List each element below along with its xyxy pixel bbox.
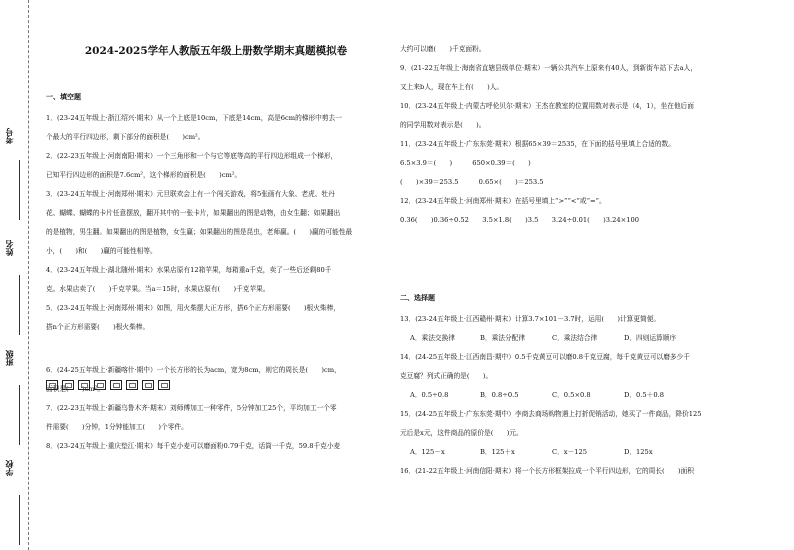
option-b[interactable]: B．125＋x (480, 448, 515, 456)
matchstick-squares-figure (46, 380, 171, 392)
option-b[interactable]: B．乘法分配律 (480, 334, 526, 342)
school-label: 学校 (5, 460, 14, 476)
square-shape (126, 380, 138, 390)
answer-options (400, 333, 750, 343)
question-line: 又上来b人，现在车上有( )人。 (400, 83, 504, 91)
square-shape (78, 380, 90, 390)
question-line: 4．(23-24五年级上·湖北随州·期末）水果店原有12箱苹果，每箱重a千克，卖了一些后还剩80千 (46, 266, 332, 274)
option-a[interactable]: A．0.5÷0.8 (410, 391, 449, 399)
question-line: 克豆腐？列式正确的是( )。 (400, 372, 493, 380)
question-line: 小，( )和( )赢的可能性相等。 (46, 247, 157, 255)
question-line: 7．(22-23五年级上·新疆乌鲁木齐·期末）刘师傅加工一种零件，5分钟加工25个，平均加工一个零 (46, 404, 337, 412)
question-line: 搭n个正方形需要( )根火柴棒。 (46, 323, 150, 331)
square-shape (46, 380, 58, 390)
question-line: 克。水果店卖了( )千克苹果。当a＝15时，水果店原有( )千克苹果。 (46, 285, 270, 293)
question-list-right (400, 44, 750, 234)
question-line: 13．(23-24五年级上·江西赣州·期末）计算3.7×101－3.7时，运用( )计算更简便。 (400, 315, 661, 323)
exam-number-line (19, 160, 20, 220)
question-line: 元后是x元，这件商品的原价是( )元。 (400, 429, 523, 437)
question-line: 8．(23-24五年级上·重庆垫江·期末）每千克小麦可以磨面粉0.79千克，话筒一千克，59.8千克小麦 (46, 442, 341, 450)
question-line: 9．(21-22五年级上·海南省直辖县级单位·期末）一辆公共汽车上原来有40人，到新街车站下去a人， (400, 64, 698, 72)
paper-title: 2024-2025学年人教版五年级上册数学期末真题模拟卷 (84, 45, 348, 57)
class-line (19, 385, 20, 445)
section-choice-heading: 二、选择题 (400, 293, 435, 302)
option-d[interactable]: D．0.5＋0.8 (624, 391, 665, 399)
binding-sidebar (0, 0, 30, 550)
question-line: 6．(24-25五年级上·新疆喀什·期中）一个长方形的长为acm，宽为8cm，则它的周长是( )cm， (46, 366, 341, 374)
question-line: 12．(23-24五年级上·河南郑州·期末）在括号里填上“>”“<”或“=”。 (400, 197, 606, 205)
question-line: 大约可以磨( )千克面粉。 (400, 45, 486, 53)
answer-options (400, 390, 750, 400)
option-c[interactable]: C．0.5×0.8 (552, 391, 591, 399)
question-line: 6.5×3.9＝( ) 650×0.39＝( ) (400, 159, 531, 167)
question-line: 1．(23-24五年级上·浙江绍兴·期末）从一个上底是10cm，下底是14cm，高是6cm的梯形中剪去一 (46, 114, 342, 122)
question-line: 3．(23-24五年级上·河南郑州·期末）元旦联欢会上有一个闯关游戏，将5张画有大象、老虎、牡丹 (46, 190, 335, 198)
question-line: 个最大的平行四边形，剩下部分的面积是( )cm²。 (46, 133, 205, 141)
section-fill-blank-heading: 一、填空题 (46, 92, 81, 101)
question-line: 的同学用数对表示是( )。 (400, 121, 486, 129)
question-line: 15．(24-25五年级上·广东东莞·期中）李商去商场购物遇上打折促销活动，她买了一件商品，降价125 (400, 410, 702, 418)
question-line: 14．(24-25五年级上·江西南昌·期中）0.5千克黄豆可以磨0.8千克豆腐，每千克黄豆可以磨多少千 (400, 353, 690, 361)
question-line: 面积是( )cm²。 (46, 385, 105, 393)
question-line: ( )×39＝253.5 0.65×( )＝253.5 (400, 178, 544, 186)
question-line: 已知平行四边形的面积是7.6cm²，这个梯形的面积是( )cm²。 (46, 171, 242, 179)
option-b[interactable]: B．0.8÷0.5 (480, 391, 519, 399)
question-line: 5．(23-24五年级上·河南郑州·期末）如图，用火柴摆大正方形，搭6个正方形需要( )根火柴棒， (46, 304, 340, 312)
name-label: 姓名 (5, 240, 14, 256)
question-line: 的是植物，男生翻。如果翻出的图是植物，女生赢；如果翻出的图是昆虫，老师赢。( )赢的可能性最 (46, 228, 353, 236)
class-label: 班级 (5, 350, 14, 366)
option-c[interactable]: C．乘法结合律 (552, 334, 598, 342)
question-line: 2．(22-23五年级上·河南南阳·期末）一个三角形和一个与它等底等高的平行四边形组成一个梯形， (46, 152, 338, 160)
question-line: 0.36( )0.36÷0.52 3.5×1.8( )3.5 3.24÷0.01( )3.24×100 (400, 216, 639, 224)
option-a[interactable]: A．125－x (410, 448, 445, 456)
question-line: 11．(23-24五年级上·广东东莞·期末）根据65×39＝2535，在下面的括号里填上合适的数。 (400, 140, 675, 148)
question-line: 件需要( )分钟，1分钟能加工( )个零件。 (46, 423, 188, 431)
name-line (19, 275, 20, 335)
cut-dashed-line (28, 0, 29, 550)
question-line: 花、蝴蝶、蝴蝶的卡片任意摆放，翻开其中的一张卡片，如果翻出的图是动物，由女生翻；如果翻出 (46, 209, 341, 217)
square-shape (142, 380, 154, 390)
square-shape (158, 380, 170, 390)
option-a[interactable]: A．乘法交换律 (410, 334, 455, 342)
school-line (19, 495, 20, 545)
question-line: 10．(23-24五年级上·内蒙古呼伦贝尔·期末）王杰在教室的位置用数对表示是（4，1），坐在他后面 (400, 102, 694, 110)
square-shape (62, 380, 74, 390)
choice-questions (400, 314, 750, 485)
square-shape (94, 380, 106, 390)
option-d[interactable]: D．125x (624, 448, 653, 456)
exam-number-label: 考号 (5, 128, 14, 144)
question-list-left (46, 113, 386, 460)
question-line: 16．(21-22五年级上·河南信阳·期末）将一个长方形框架拉成一个平行四边形，它的周长( )面积 (400, 467, 694, 475)
option-d[interactable]: D．四则运算顺序 (624, 334, 677, 342)
answer-options (400, 447, 750, 457)
option-c[interactable]: C．x－125 (552, 448, 588, 456)
square-shape (110, 380, 122, 390)
